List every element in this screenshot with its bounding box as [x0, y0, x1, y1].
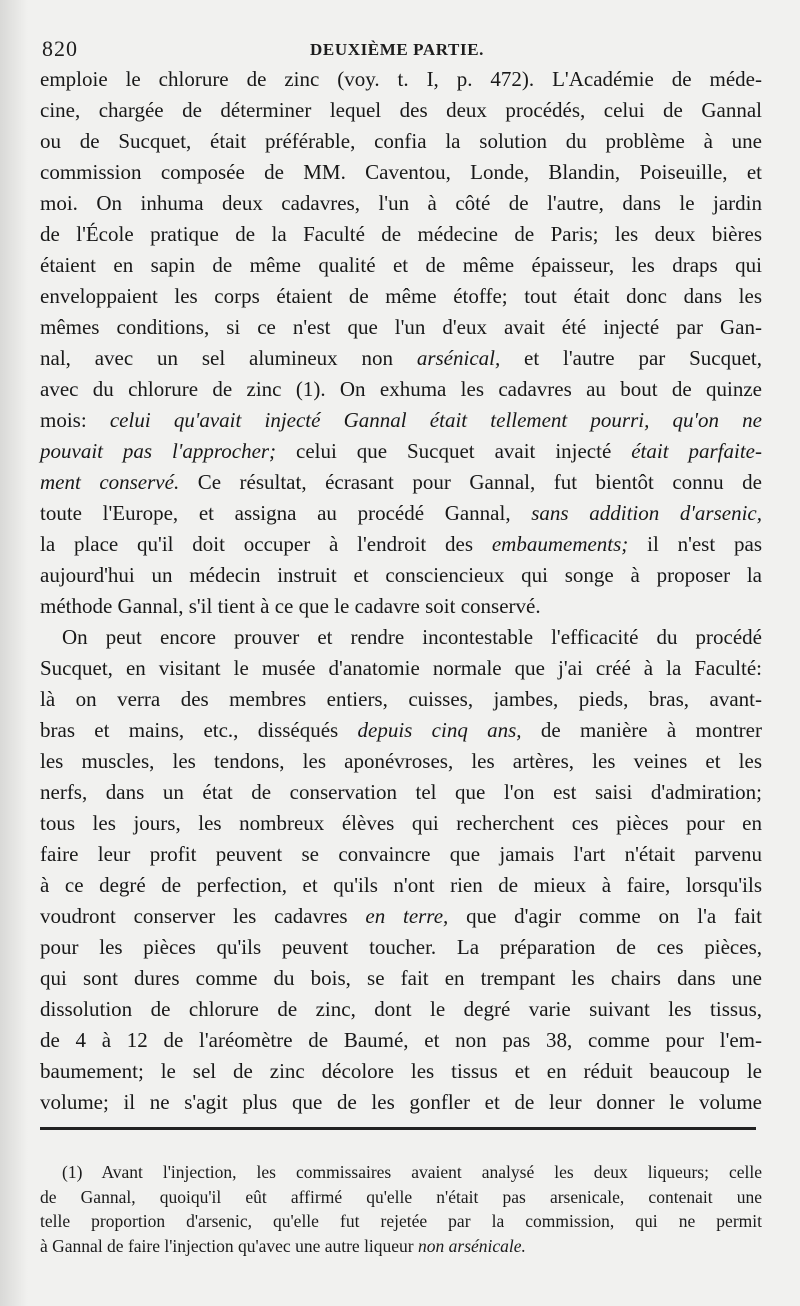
text-run: mois: — [40, 408, 110, 432]
text-line — [40, 343, 762, 374]
italic-run: non arsénicale. — [418, 1235, 526, 1256]
text-line — [40, 467, 762, 498]
text-line: là on verra des membres entiers, cuisses, jambes, pieds, bras, avant- — [40, 687, 762, 711]
text-line: enveloppaient les corps étaient de même étoffe; tout était donc dans les — [40, 284, 762, 308]
text-line: volume; il ne s'agit plus que de les gonfler et de leur donner le volume — [40, 1090, 762, 1114]
italic-run: en terre, — [365, 904, 449, 928]
text-run: et l'autre par Sucquet, — [500, 346, 762, 370]
text-line: commission composée de MM. Caventou, Londe, Blandin, Poiseuille, et — [40, 160, 762, 184]
text-run: à Gannal de faire l'injection qu'avec une autre liqueur — [40, 1235, 419, 1256]
text-line: faire leur profit peuvent se convaincre que jamais l'art n'était parvenu — [40, 842, 762, 866]
text-line — [40, 498, 762, 529]
running-head: DEUXIÈME PARTIE. — [310, 40, 484, 59]
text-run: bras et mains, etc., disséqués — [40, 718, 358, 742]
text-line: les muscles, les tendons, les aponévroses, les artères, les veines et les — [40, 749, 762, 773]
italic-run: arsénical, — [416, 346, 501, 370]
text-run: la place qu'il doit occuper à l'endroit des — [40, 532, 492, 556]
main-text — [40, 64, 762, 1118]
footnote-line: (1) Avant l'injection, les commissaires avaient analysé les deux liqueurs; celle — [62, 1162, 762, 1182]
text-line: aujourd'hui un médecin instruit et consciencieux qui songe à proposer la — [40, 563, 762, 587]
text-line: moi. On inhuma deux cadavres, l'un à côté de l'autre, dans le jardin — [40, 191, 762, 215]
text-line: de 4 à 12 de l'aréomètre de Baumé, et non pas 38, comme pour l'em- — [40, 1028, 762, 1052]
text-run: Ce résultat, écrasant pour Gannal, fut bientôt connu de — [179, 470, 762, 494]
text-line: qui sont dures comme du bois, se fait en trempant les chairs dans une — [40, 966, 762, 990]
text-line: dissolution de chlorure de zinc, dont le degré varie suivant les tissus, — [40, 997, 762, 1021]
page-header — [42, 36, 762, 66]
text-line: mêmes conditions, si ce n'est que l'un d'eux avait été injecté par Gan- — [40, 315, 762, 339]
italic-run: sans addition d'arsenic, — [531, 501, 762, 525]
italic-run: embaumements; — [491, 532, 629, 556]
text-line — [40, 529, 762, 560]
footnote-divider — [40, 1127, 756, 1130]
text-line: avec du chlorure de zinc (1). On exhuma les cadavres au bout de quinze — [40, 377, 762, 401]
text-run: celui que Sucquet avait injecté — [276, 439, 632, 463]
footnote-line: telle proportion d'arsenic, qu'elle fut rejetée par la commission, qui ne permit — [40, 1211, 762, 1231]
italic-run: ment conservé. — [40, 470, 180, 494]
text-line — [40, 405, 762, 436]
text-line: cine, chargée de déterminer lequel des deux procédés, celui de Gannal — [40, 98, 762, 122]
text-run: toute l'Europe, et assigna au procédé Gannal, — [40, 501, 532, 525]
text-line: de l'École pratique de la Faculté de médecine de Paris; les deux bières — [40, 222, 762, 246]
page-number: 820 — [42, 36, 78, 61]
text-line: à ce degré de perfection, et qu'ils n'ont rien de mieux à faire, lorsqu'ils — [40, 873, 762, 897]
text-line: tous les jours, les nombreux élèves qui recherchent ces pièces pour en — [40, 811, 762, 835]
text-line: étaient en sapin de même qualité et de même épaisseur, les draps qui — [40, 253, 762, 277]
footnote-line: de Gannal, quoiqu'il eût affirmé qu'elle n'était pas arsenicale, contenait une — [40, 1186, 762, 1207]
text-line: ou de Sucquet, était préférable, confia la solution du problème à une — [40, 129, 762, 153]
text-run: voudront conserver les cadavres — [40, 904, 366, 928]
italic-run: celui qu'avait injecté Gannal était tellement pourri, qu'on ne — [109, 408, 762, 432]
text-line: nerfs, dans un état de conservation tel que l'on est saisi d'admiration; — [40, 780, 762, 804]
text-line: Sucquet, en visitant le musée d'anatomie normale que j'ai créé à la Faculté: — [40, 656, 762, 680]
text-line — [40, 901, 762, 932]
text-run: de manière à montrer — [521, 718, 762, 742]
text-line: baumement; le sel de zinc décolore les tissus et en réduit beaucoup le — [40, 1059, 762, 1083]
text-line: emploie le chlorure de zinc (voy. t. I, p. 472). L'Académie de méde- — [40, 67, 762, 91]
text-line: On peut encore prouver et rendre incontestable l'efficacité du procédé — [62, 625, 762, 649]
italic-run: était parfaite- — [631, 439, 762, 463]
text-line: pour les pièces qu'ils peuvent toucher. La préparation de ces pièces, — [40, 935, 762, 959]
italic-run: pouvait pas l'approcher; — [40, 439, 277, 463]
text-line: méthode Gannal, s'il tient à ce que le cadavre soit conservé. — [40, 594, 541, 618]
text-line — [40, 436, 762, 467]
text-line — [40, 715, 762, 746]
text-run: il n'est pas — [628, 532, 762, 556]
text-run: nal, avec un sel alumineux non — [40, 346, 417, 370]
footnote — [40, 1160, 762, 1258]
text-run: que d'agir comme on l'a fait — [448, 904, 762, 928]
footnote-line — [40, 1234, 762, 1259]
italic-run: depuis cinq ans, — [357, 718, 522, 742]
